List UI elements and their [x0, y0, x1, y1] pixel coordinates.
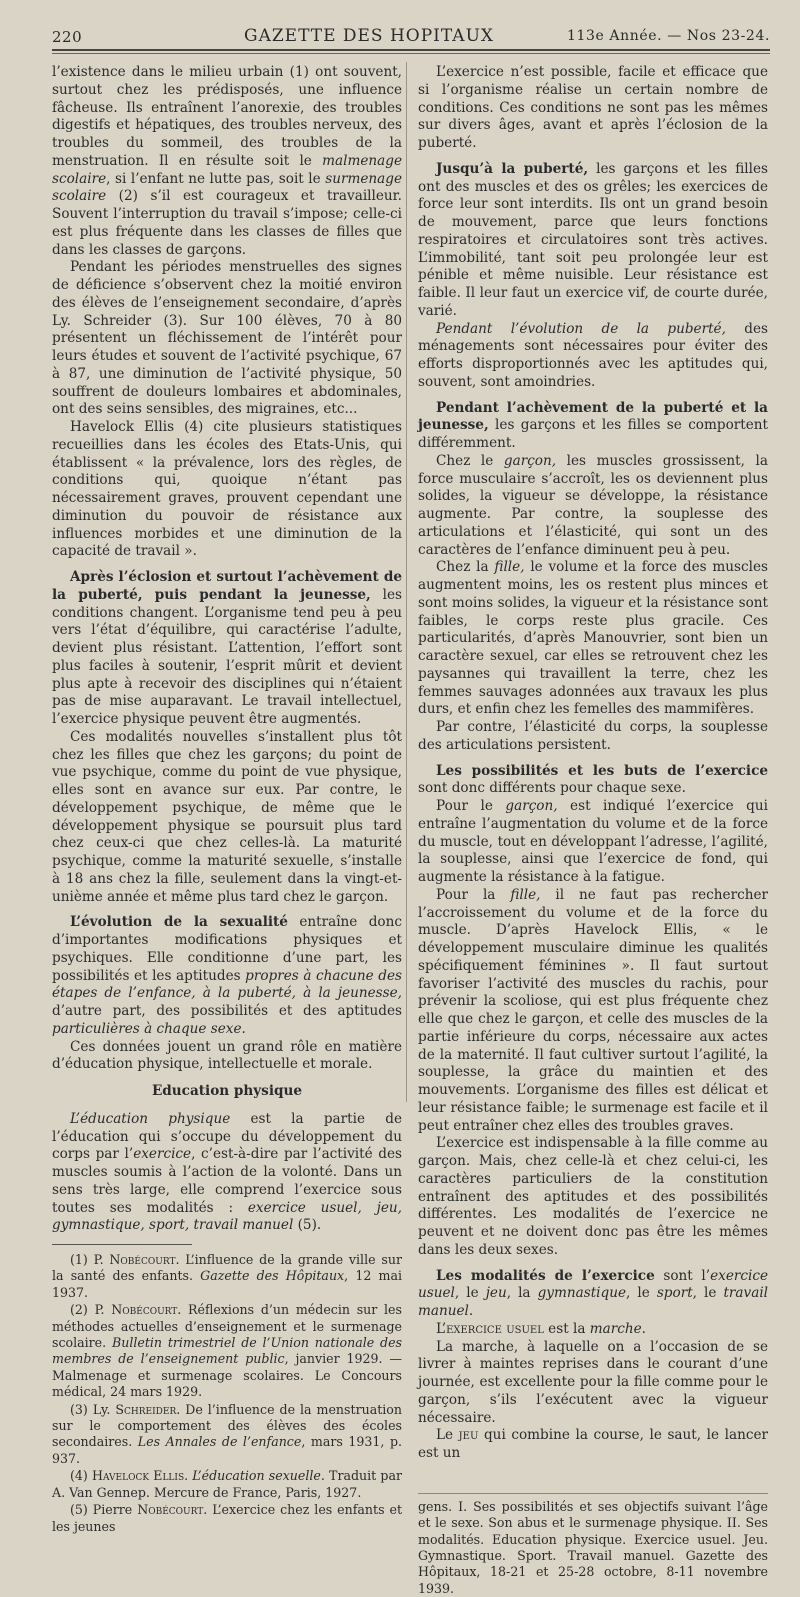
- paragraph: Pendant les périodes menstruelles des signes de déficience s’observent chez la moitié environ des élèves de l’enseignement secondaire, d’après Ly. Schreider (3). Sur 100 élèves, 70 à 80 présentent un fléchissement de l’intérêt pour leurs études et souvent de l’activité psychique, 67 à 87, une diminution de l’activité physique, 50 souffrent de douleurs lombaires et abdominales, ont des seins sensibles, des migraines, etc...: [52, 259, 402, 418]
- page-header: [52, 26, 770, 48]
- paragraph: Le jeu qui combine la course, le saut, le lancer est un: [418, 1427, 768, 1461]
- paragraph: Les modalités de l’exercice sont l’exercice usuel, le jeu, la gymnastique, le sport, le travail manuel.: [418, 1267, 769, 1319]
- page-number: 220: [52, 28, 83, 46]
- paragraph: l’existence dans le milieu urbain (1) ont souvent, surtout chez les prédisposés, une influence fâcheuse. Ils entraînent l’anorexie, des troubles digestifs et hépatiques, des troubles nerveux, des troubles du sommeil, des troubles de la menstruation. Il en résulte soit le malmenage scolaire, si l’enfant ne lutte pas, soit le surmenage scolaire (2) s’il est courageux et travailleur. Souvent l’interruption du travail s’impose; celle-ci est plus fréquente dans les classes de filles que dans les classes de garçons.: [52, 64, 402, 258]
- paragraph: Pour le garçon, est indiqué l’exercice qui entraîne l’augmentation du volume et de la force du muscle, tout en développant l’adresse, l’agilité, la souplesse, ainsi que l’exercice de fond, qui augmente la résistance à la fatigue.: [418, 798, 768, 885]
- journal-title: GAZETTE DES HOPITAUX: [244, 26, 495, 46]
- paragraph: Jusqu’à la puberté, les garçons et les filles ont des muscles et des os grêles; les exercices de force leur sont interdits. Ils ont un grand besoin de mouvement, parce que leurs fonctions respiratoires et circulatoires sont très actives. L’immobilité, tant soit peu prolongée leur est pénible et même nuisible. Leur résistance est faible. Il leur faut un exercice vif, de courte durée, varié.: [418, 160, 769, 319]
- paragraph: Après l’éclosion et surtout l’achèvement de la puberté, puis pendant la jeunesse, les conditions changent. L’organisme tend peu à peu vers l’état d’équilibre, qui caractérise l’adulte, devient plus résistant. L’attention, l’effort sont plus faciles à soutenir, l’esprit mûrit et devient plus apte à recevoir des disciplines qui n’étaient pas de mise auparavant. Le travail intellectuel, l’exercice physique peuvent être augmentés.: [52, 569, 402, 727]
- paragraph: L’éducation physique est la partie de l’éducation qui s’occupe du développement du corps par l’exercice, c’est-à-dire par l’activité des muscles soumis à l’action de la volonté. Dans un sens très large, elle comprend l’exercice sous toutes ses modalités : exercice usuel, jeu, gymnastique, sport, travail manuel (5).: [52, 1110, 402, 1234]
- header-rule-thin: [52, 53, 770, 54]
- footnote: (3) Ly. Schreider. De l’influence de la menstruation sur le comportement des élèves des écoles secondaires. Les Annales de l’enfance, mars 1931, p. 937.: [52, 1401, 403, 1466]
- paragraph: Ces données jouent un grand rôle en matière d’éducation physique, intellectuelle et morale.: [52, 1038, 402, 1073]
- section-heading: Education physique: [151, 1083, 303, 1099]
- footnote: (2) P. Nobécourt. Réflexions d’un médecin sur les méthodes actuelles d’enseignement et le surmenage scolaire. Bulletin trimestriel de l’Union nationale des membres de l’enseignement public, janvier 1929. — Malmenage et surmenage scolaires. Le Concours médical, 24 mars 1929.: [52, 1302, 402, 1400]
- footnote-continuation: [418, 1493, 768, 1597]
- paragraph: Chez la fille, le volume et la force des muscles augmentent moins, les os restent plus minces et sont moins solides, la vigueur et la résistance sont faibles, le corps reste plus gracile. Ces particularités, d’après Manouvrier, sont bien un caractère sexuel, car elles se retrouvent chez les paysannes qui travaillent la terre, chez les femmes sauvages adonnées aux travaux les plus durs, et enfin chez les femelles des mammifères.: [418, 559, 768, 718]
- paragraph: Ces modalités nouvelles s’installent plus tôt chez les filles que chez les garçons; du point de vue psychique, comme du point de vue physique, elles sont en avance sur eux. Par contre, le développement psychique, de même que le développement physique se poursuit plus tard chez ceux-ci que chez celles-là. La maturité psychique, comme la maturité sexuelle, s’installe à 18 ans chez la fille, seulement dans la vingt-et-unième année et même plus tard chez le garçon.: [52, 728, 402, 905]
- paragraph: L’exercice est indispensable à la fille comme au garçon. Mais, chez celle-là et chez celui-ci, les caractères particuliers de la constitution entraînent des aptitudes et des possibilités différentes. Les modalités de l’exercice ne peuvent et ne doivent donc pas être les mêmes dans les deux sexes.: [418, 1135, 768, 1258]
- paragraph: L’exercice usuel est la marche.: [436, 1320, 646, 1337]
- paragraph: Pendant l’évolution de la puberté, des ménagements sont nécessaires pour éviter des efforts disproportionnés avec les aptitudes qui, souvent, sont amoindries.: [418, 320, 768, 390]
- issue-number: 113e Année. — Nos 23-24.: [566, 28, 770, 44]
- paragraph: L’évolution de la sexualité entraîne donc d’importantes modifications physiques et psychiques. Elle conditionne d’une part, les possibilités et les aptitudes propres à chacune des étapes de l’enfance, à la puberté, à la jeunesse, d’autre part, des possibilités et des aptitudes particulières à chaque sexe.: [52, 914, 402, 1037]
- paragraph: La marche, à laquelle on a l’occasion de se livrer à maintes reprises dans le courant d’une journée, est excellente pour la fille comme pour le garçon, s’ils l’exécutent avec la vigueur nécessaire.: [418, 1338, 768, 1426]
- footnotes: [52, 1252, 402, 1535]
- paragraph: Pour la fille, il ne faut pas rechercher l’accroissement du volume et de la force du muscle. D’après Havelock Ellis, « le développement musculaire diminue les qualités spécifiquement féminines ». Il faut surtout favoriser l’activité des muscles du rachis, pour prévenir la scoliose, qui est plus fréquente chez elle que chez le garçon, et celle des muscles de la partie inférieure du corps, nécessaire aux actes de la maternité. Il faut cultiver surtout l’agilité, la souplesse, la grâce du maintien et des mouvements. L’organisme des filles est délicat et leur résistance faible; le surmenage est facile et il peut entraîner chez elles des troubles graves.: [418, 886, 768, 1134]
- paragraph: Les possibilités et les buts de l’exercice sont donc différents pour chaque sexe.: [418, 762, 768, 797]
- paragraph: Par contre, l’élasticité du corps, la souplesse des articulations persistent.: [418, 719, 768, 753]
- footnote: (4) Havelock Ellis. L’éducation sexuelle. Traduit par A. Van Gennep. Mercure de France, Paris, 1927.: [52, 1468, 402, 1500]
- paragraph: Havelock Ellis (4) cite plusieurs statistiques recueillies dans les écoles des Etats-Unis, qui établissent « la prévalence, lors des règles, de conditions qui, quoique n’étant pas nécessairement graves, prouvent cependant une diminution du pouvoir de résistance aux influences morbides et une diminution de la capacité de travail ».: [52, 419, 402, 560]
- paragraph: Chez le garçon, les muscles grossissent, la force musculaire s’accroît, les os deviennent plus solides, la vigueur se développe, la résistance augmente. Par contre, la souplesse des articulations et l’élasticité, qui sont un des caractères de l’enfance diminuent peu à peu.: [418, 452, 768, 558]
- footnote: gens. I. Ses possibilités et ses objectifs suivant l’âge et le sexe. Son abus et le surmenage physique. II. Ses modalités. Education physique. Exercice usuel. Jeu. Gymnastique. Sport. Travail manuel. Gazette des Hôpitaux, 18-21 et 25-28 octobre, 8-11 novembre 1939.: [418, 1498, 768, 1596]
- paragraph: L’exercice n’est possible, facile et efficace que si l’organisme réalise un certain nombre de conditions. Ces conditions ne sont pas les mêmes sur divers âges, avant et après l’éclosion de la puberté.: [418, 64, 768, 151]
- header-rule: [52, 49, 770, 51]
- footnote: (1) P. Nobécourt. L’influence de la grande ville sur la santé des enfants. Gazette des Hôpitaux, 12 mai 1937.: [52, 1252, 403, 1300]
- footnote-rule: [52, 1244, 192, 1245]
- left-column: [52, 64, 402, 1536]
- column-divider: [406, 62, 407, 1102]
- right-column: [418, 64, 768, 1597]
- footnote: (5) Pierre Nobécourt. L’exercice chez les enfants et les jeunes: [52, 1502, 403, 1534]
- paragraph: Pendant l’achèvement de la puberté et la jeunesse, les garçons et les filles se comportent différemment.: [418, 399, 768, 451]
